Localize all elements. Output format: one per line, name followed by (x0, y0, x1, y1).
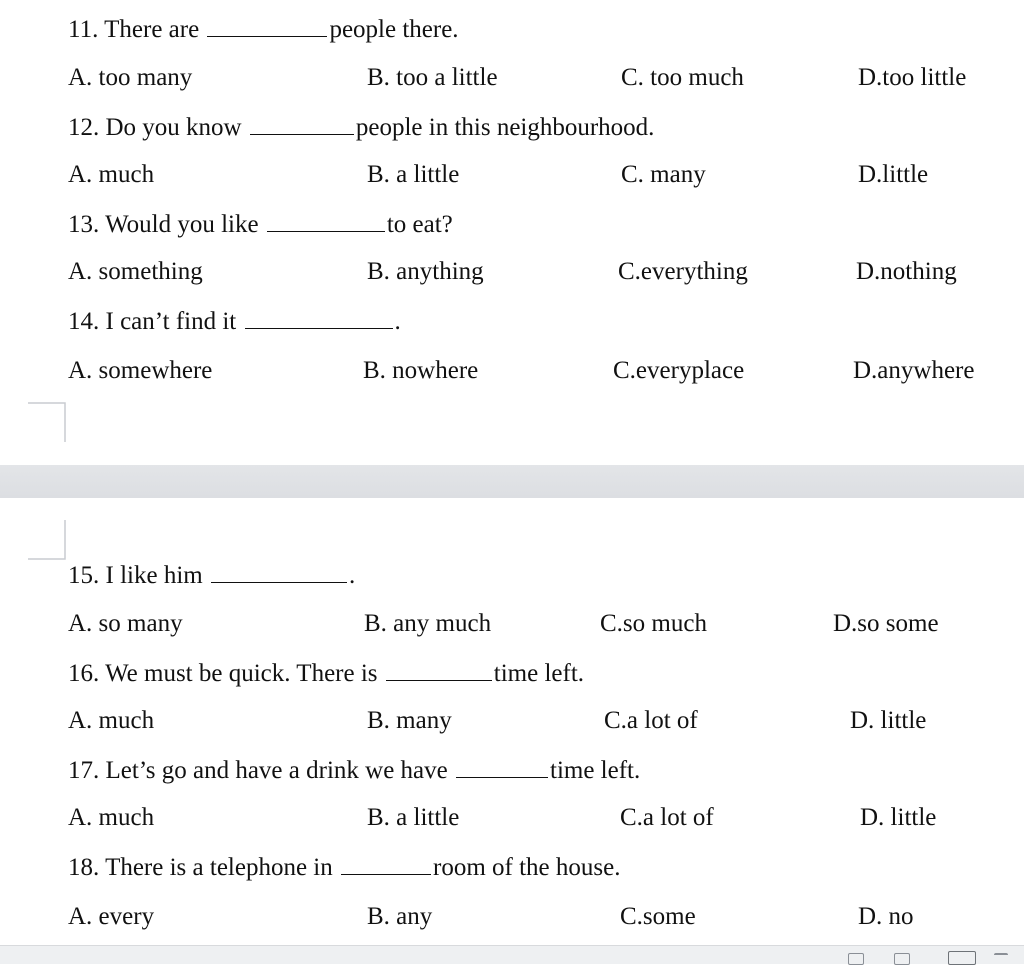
answer-blank[interactable] (456, 755, 548, 778)
option-d[interactable]: D.anywhere (853, 357, 975, 384)
option-b[interactable]: B. a little (367, 161, 460, 188)
answer-blank[interactable] (211, 560, 347, 583)
option-b[interactable]: B. many (367, 707, 452, 734)
answer-blank[interactable] (267, 209, 385, 232)
question-17: 17. Let’s go and have a drink we have time left. (68, 757, 641, 784)
option-d[interactable]: D. little (860, 804, 937, 831)
option-a[interactable]: A. much (68, 707, 155, 734)
answer-blank[interactable] (207, 14, 327, 37)
page-corner-mark (28, 402, 66, 442)
question-11: 11. There are people there. (68, 16, 459, 43)
option-c[interactable]: C.so much (600, 610, 707, 637)
page-gap (0, 465, 1024, 498)
option-b[interactable]: B. a little (367, 804, 460, 831)
question-16: 16. We must be quick. There is time left. (68, 660, 585, 687)
option-c[interactable]: C.some (620, 903, 696, 930)
option-b[interactable]: B. too a little (367, 64, 498, 91)
option-d[interactable]: D. no (858, 903, 914, 930)
option-c[interactable]: C.a lot of (620, 804, 714, 831)
question-13: 13. Would you like to eat? (68, 211, 453, 238)
option-a[interactable]: A. too many (68, 64, 193, 91)
status-bar (0, 945, 1024, 964)
option-a[interactable]: A. so many (68, 610, 183, 637)
option-d[interactable]: D.so some (833, 610, 939, 637)
option-c[interactable]: C. many (621, 161, 706, 188)
option-c[interactable]: C.a lot of (604, 707, 698, 734)
answer-blank[interactable] (386, 658, 492, 681)
option-b[interactable]: B. nowhere (363, 357, 479, 384)
option-a[interactable]: A. something (68, 258, 203, 285)
page-corner-mark (28, 520, 66, 560)
layout-icon[interactable] (848, 953, 864, 965)
option-b[interactable]: B. any much (364, 610, 492, 637)
answer-blank[interactable] (341, 852, 431, 875)
option-a[interactable]: A. every (68, 903, 155, 930)
answer-blank[interactable] (250, 112, 354, 135)
option-c[interactable]: C.everyplace (613, 357, 745, 384)
answer-blank[interactable] (245, 306, 393, 329)
option-d[interactable]: D.little (858, 161, 929, 188)
option-d[interactable]: D.too little (858, 64, 967, 91)
option-d[interactable]: D. little (850, 707, 927, 734)
option-a[interactable]: A. much (68, 161, 155, 188)
question-14: 14. I can’t find it . (68, 308, 401, 335)
option-c[interactable]: C.everything (618, 258, 748, 285)
option-a[interactable]: A. somewhere (68, 357, 213, 384)
question-15: 15. I like him . (68, 562, 356, 589)
question-18: 18. There is a telephone in room of the house. (68, 854, 621, 881)
option-b[interactable]: B. any (367, 903, 433, 930)
option-c[interactable]: C. too much (621, 64, 744, 91)
menu-icon[interactable] (994, 953, 1008, 965)
question-12: 12. Do you know people in this neighbourhood. (68, 114, 655, 141)
option-b[interactable]: B. anything (367, 258, 484, 285)
option-a[interactable]: A. much (68, 804, 155, 831)
page-view-icon[interactable] (894, 953, 910, 965)
option-d[interactable]: D.nothing (856, 258, 957, 285)
